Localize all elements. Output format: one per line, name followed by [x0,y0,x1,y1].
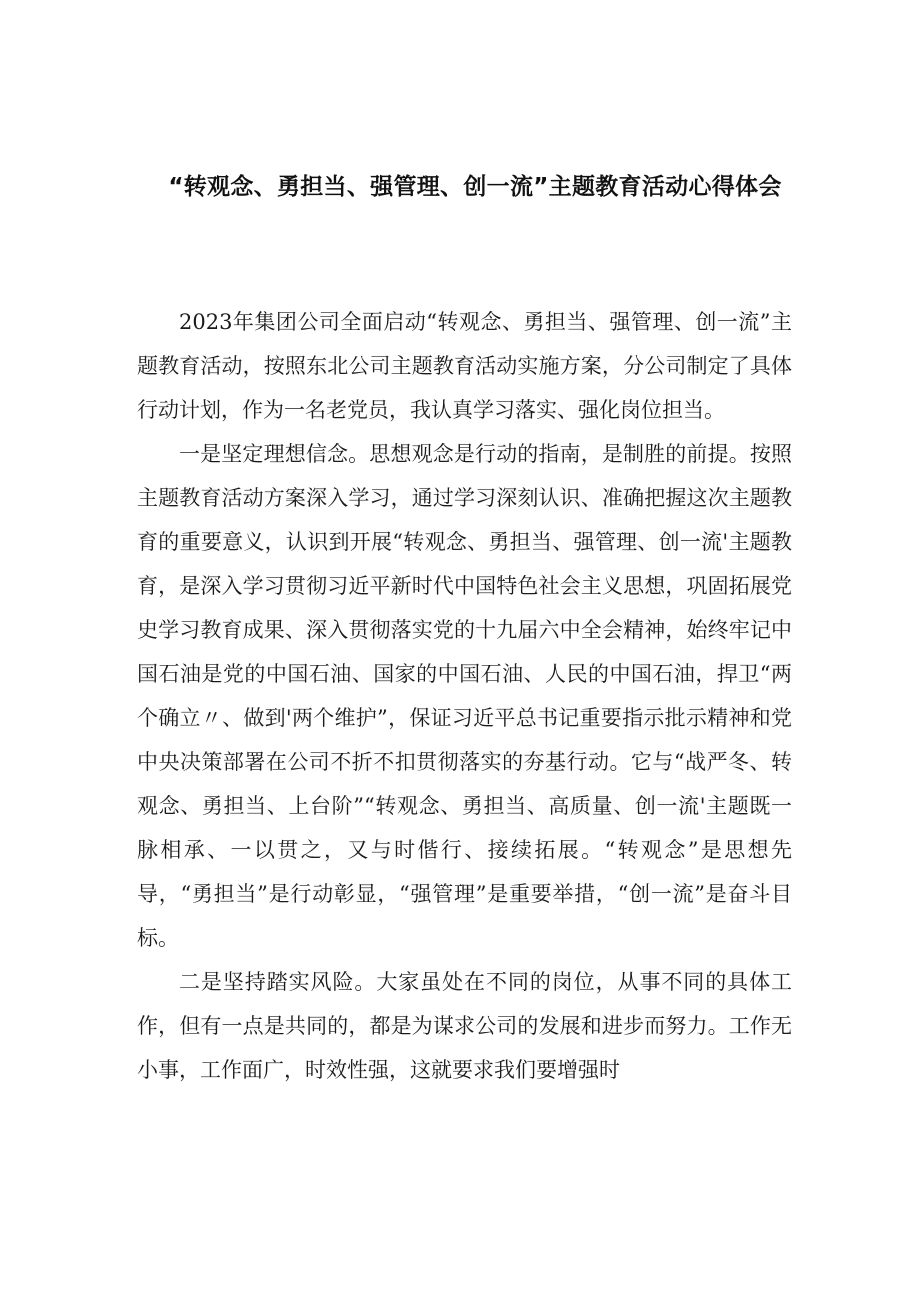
paragraph-intro: 2023年集团公司全面启动“转观念、勇担当、强管理、创一流”主题教育活动，按照东北公司主题教育活动实施方案，分公司制定了具体行动计划，作为一名老党员，我认真学习落实、强化岗位担当。 [137,310,792,422]
document-body [137,300,792,1092]
document-title: “转观念、勇担当、强管理、创一流”主题教育活动心得体会 [168,174,782,200]
paragraph-point-two: 二是坚持踏实风险。大家虽处在不同的岗位，从事不同的具体工作，但有一点是共同的，都是为谋求公司的发展和进步而努力。工作无小事，工作面广，时效性强，这就要求我们要增强时 [137,970,792,1082]
paragraph-point-one: 一是坚定理想信念。思想观念是行动的指南，是制胜的前提。按照主题教育活动方案深入学习，通过学习深刻认识、准确把握这次主题教育的重要意义，认识到开展“转观念、勇担当、强管理、创一流'主题教育，是深入学习贯彻习近平新时代中国特色社会主义思想，巩固拓展党史学习教育成果、深入贯彻落实党的十九届六中全会精神，始终牢记中国石油是党的中国石油、国家的中国石油、人民的中国石油，捍卫“两个确立〃、做到'两个维护”，保证习近平总书记重要指示批示精神和党中央决策部署在公司不折不扣贯彻落实的夯基行动。它与“战严冬、转观念、勇担当、上台阶”“转观念、勇担当、高质量、创一流'主题既一脉相承、一以贯之，又与时偕行、接续拓展。“转观念”是思想先导，“勇担当”是行动彰显，“强管理”是重要举措，“创一流”是奋斗目标。 [137,442,792,950]
